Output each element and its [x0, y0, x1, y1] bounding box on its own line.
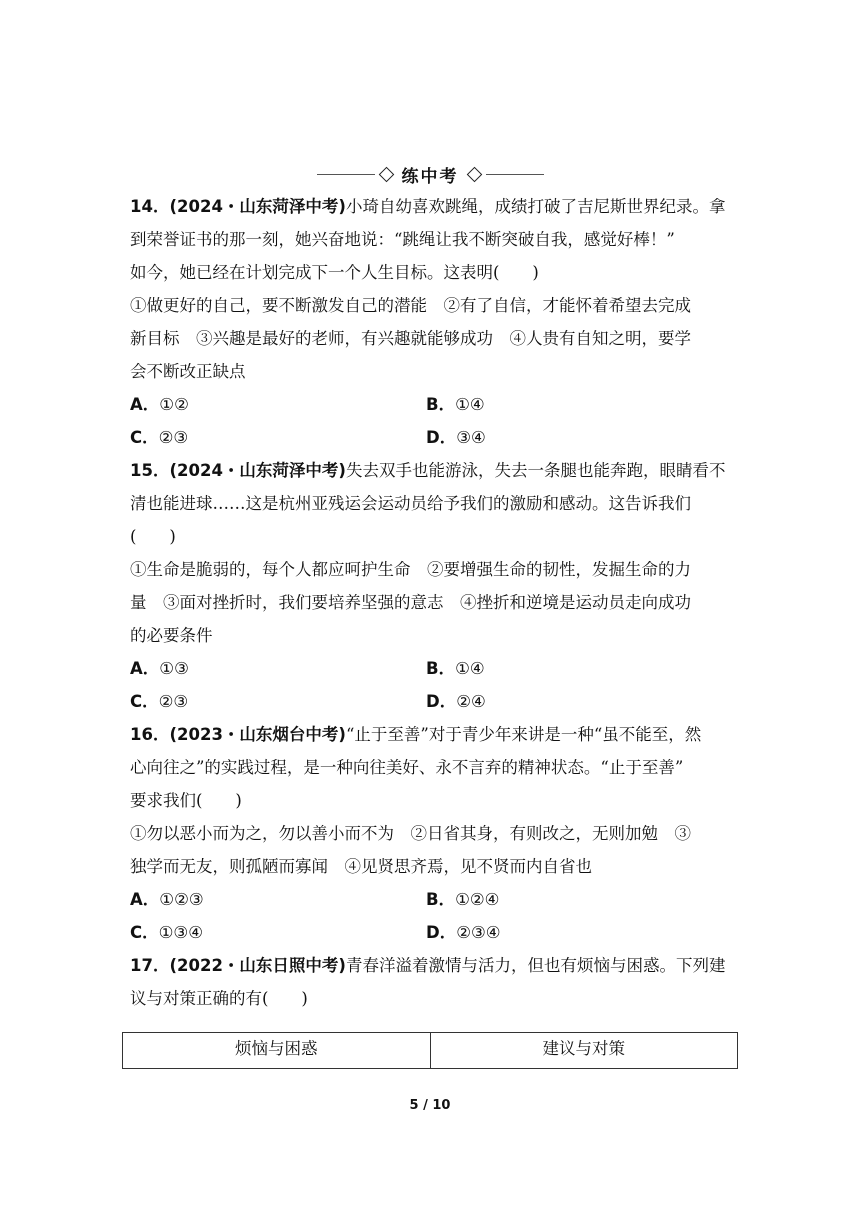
option-letter: B．	[426, 659, 456, 678]
question-line	[130, 553, 734, 586]
option-letter: A．	[130, 890, 160, 909]
diamond-icon	[378, 166, 394, 182]
options-grid	[130, 388, 734, 454]
question-text: ①勿以恶小而为之，勿以善小而不为 ②日省其身，有则改之，无则加勉 ③	[130, 824, 691, 843]
question-source: (2022・山东日照中考)	[169, 956, 346, 975]
question-block	[130, 949, 734, 1015]
question-number: 17．	[130, 956, 170, 975]
option-letter: C．	[130, 923, 159, 942]
question-text: 量 ③面对挫折时，我们要培养坚强的意志 ④挫折和逆境是运动员走向成功	[130, 593, 691, 612]
question-number: 14．	[130, 197, 170, 216]
question-line	[130, 619, 734, 652]
question-line	[130, 322, 734, 355]
question-block	[130, 718, 734, 949]
section-title: 练中考	[401, 166, 459, 187]
answer-option	[426, 685, 722, 718]
question-line	[130, 487, 734, 520]
answer-option	[130, 883, 426, 916]
answer-table	[122, 1032, 738, 1069]
question-text: “止于至善”对于青少年来讲是一种“虽不能至，然	[345, 725, 702, 744]
option-text: ①③④	[158, 923, 203, 942]
answer-option	[130, 388, 426, 421]
table-header-cell: 烦恼与困惑	[123, 1033, 431, 1069]
option-text: ①②④	[455, 890, 500, 909]
answer-option	[130, 916, 426, 949]
question-text: 青春洋溢着激情与活力，但也有烦恼与困惑。下列建	[345, 956, 726, 975]
option-text: ①④	[455, 395, 485, 414]
question-source: (2024・山东菏泽中考)	[169, 461, 346, 480]
question-text: 的必要条件	[130, 626, 213, 645]
question-text: 如今，她已经在计划完成下一个人生目标。这表明( )	[130, 263, 539, 282]
question-line	[130, 751, 734, 784]
option-letter: B．	[426, 890, 456, 909]
question-text: 心向往之”的实践过程，是一种向往美好、永不言弃的精神状态。“止于至善”	[130, 758, 684, 777]
question-block	[130, 454, 734, 718]
question-line	[130, 784, 734, 817]
answer-option	[426, 388, 722, 421]
question-line	[130, 817, 734, 850]
question-line	[130, 190, 734, 223]
answer-option	[130, 421, 426, 454]
option-letter: A．	[130, 659, 160, 678]
question-text: 会不断改正缺点	[130, 362, 246, 381]
option-text: ①②③	[159, 890, 204, 909]
header-rule-left	[317, 174, 375, 175]
answer-option	[130, 652, 426, 685]
question-text: 要求我们( )	[130, 791, 242, 810]
option-text: ①④	[455, 659, 485, 678]
question-text: 独学而无友，则孤陋而寡闻 ④见贤思齐焉，见不贤而内自省也	[130, 857, 592, 876]
question-line	[130, 289, 734, 322]
question-line	[130, 454, 734, 487]
option-letter: C．	[130, 692, 159, 711]
table-header-cell: 建议与对策	[430, 1033, 738, 1069]
table-header-row	[123, 1033, 738, 1069]
question-text: 小琦自幼喜欢跳绳，成绩打破了吉尼斯世界纪录。拿	[345, 197, 726, 216]
answer-option	[130, 685, 426, 718]
question-text: 失去双手也能游泳，失去一条腿也能奔跑，眼睛看不	[345, 461, 726, 480]
option-letter: B．	[426, 395, 456, 414]
option-letter: C．	[130, 428, 159, 447]
answer-option	[426, 916, 722, 949]
option-text: ①③	[159, 659, 189, 678]
option-letter: A．	[130, 395, 160, 414]
question-line	[130, 355, 734, 388]
answer-option	[426, 883, 722, 916]
answer-option	[426, 652, 722, 685]
questions-area	[130, 190, 734, 1015]
question-source: (2023・山东烟台中考)	[169, 725, 346, 744]
question-line	[130, 223, 734, 256]
option-text: ③④	[456, 428, 486, 447]
header-rule-right	[486, 174, 544, 175]
answer-option	[426, 421, 722, 454]
question-text: ①生命是脆弱的，每个人都应呵护生命 ②要增强生命的韧性，发掘生命的力	[130, 560, 691, 579]
question-line	[130, 586, 734, 619]
option-text: ②③	[158, 692, 189, 711]
question-number: 15．	[130, 461, 170, 480]
question-text: ①做更好的自己，要不断激发自己的潜能 ②有了自信，才能怀着希望去完成	[130, 296, 691, 315]
option-letter: D．	[426, 923, 457, 942]
option-letter: D．	[426, 692, 457, 711]
page-number: 5 / 10	[409, 1098, 451, 1113]
question-text: 清也能进球……这是杭州亚残运会运动员给予我们的激励和感动。这告诉我们	[130, 494, 691, 513]
option-text: ①②	[159, 395, 189, 414]
question-source: (2024・山东菏泽中考)	[169, 197, 346, 216]
options-grid	[130, 652, 734, 718]
option-text: ②③	[158, 428, 189, 447]
options-grid	[130, 883, 734, 949]
question-text: 到荣誉证书的那一刻，她兴奋地说：“跳绳让我不断突破自我，感觉好棒！”	[130, 230, 675, 249]
question-text: ( )	[130, 527, 176, 546]
option-text: ②③④	[456, 923, 501, 942]
section-header	[0, 161, 860, 187]
option-letter: D．	[426, 428, 457, 447]
question-line	[130, 850, 734, 883]
question-line	[130, 256, 734, 289]
question-text: 议与对策正确的有( )	[130, 989, 308, 1008]
question-line	[130, 949, 734, 982]
question-line	[130, 718, 734, 751]
question-line	[130, 982, 734, 1015]
question-line	[130, 520, 734, 553]
diamond-icon	[466, 166, 482, 182]
question-block	[130, 190, 734, 454]
question-text: 新目标 ③兴趣是最好的老师，有兴趣就能够成功 ④人贵有自知之明，要学	[130, 329, 691, 348]
option-text: ②④	[456, 692, 486, 711]
question-number: 16．	[130, 725, 170, 744]
